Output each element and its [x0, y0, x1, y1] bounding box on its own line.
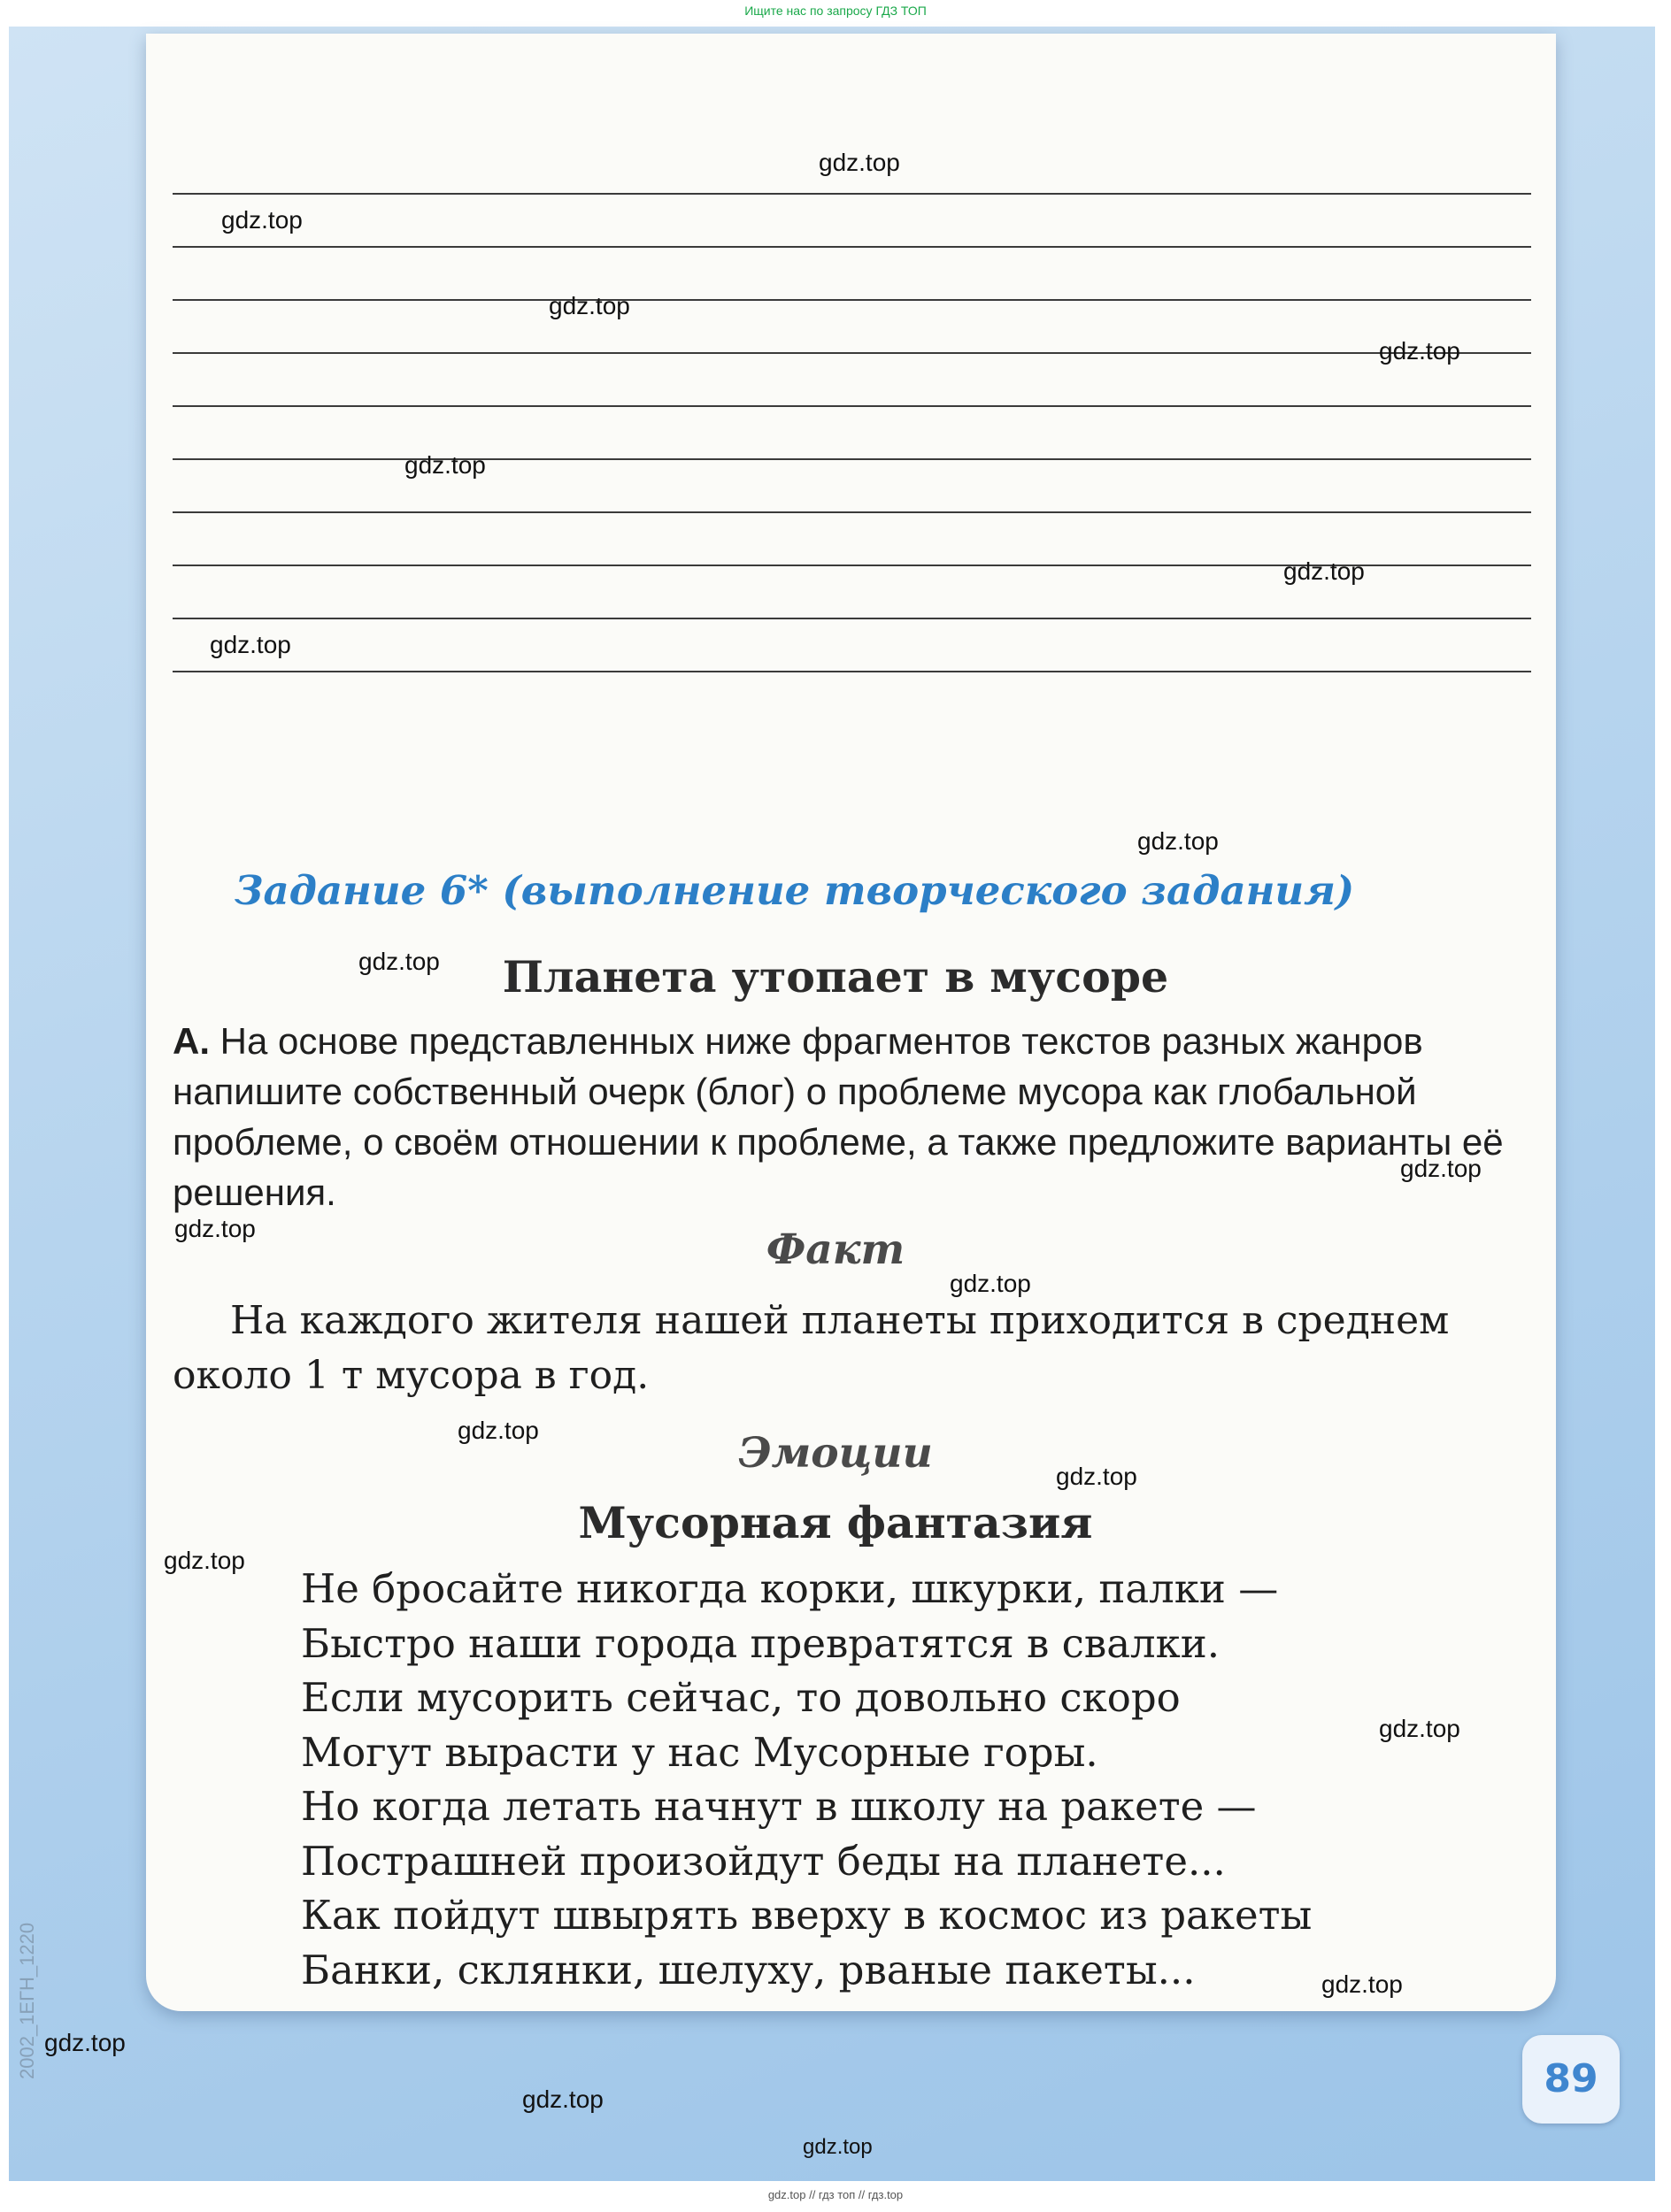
writing-lines — [173, 142, 1531, 672]
task-subtitle: (выполнение творческого задания) — [502, 867, 1355, 914]
writing-line — [173, 195, 1531, 248]
emotions-heading: Эмоции — [738, 1429, 933, 1478]
watermark: gdz.top — [458, 1417, 539, 1444]
poem — [301, 1562, 1312, 1997]
watermark: gdz.top — [1283, 557, 1365, 585]
watermark: gdz.top — [1056, 1463, 1137, 1490]
watermark: gdz.top — [174, 1215, 256, 1242]
fact-heading: Факт — [766, 1225, 905, 1274]
poem-line: Могут вырасти у нас Мусорные горы. — [301, 1728, 1098, 1776]
watermark: gdz.top — [522, 2085, 604, 2113]
writing-line — [173, 619, 1531, 672]
poem-line: Быстро наши города превратятся в свалки. — [301, 1619, 1221, 1667]
spine-code: 2002_1ЕГН_1220 — [16, 1922, 38, 2079]
watermark: gdz.top — [1400, 1155, 1482, 1182]
watermark: gdz.top — [221, 206, 303, 234]
poem-line: Но когда летать начнут в школу на ракете — — [301, 1783, 1257, 1830]
page-number: 89 — [1522, 2035, 1620, 2124]
writing-line — [173, 460, 1531, 513]
watermark: gdz.top — [950, 1270, 1031, 1297]
writing-line — [173, 354, 1531, 407]
watermark: gdz.top — [44, 2029, 126, 2056]
poem-line: Пострашней произойдут беды на планете... — [301, 1837, 1226, 1885]
watermark: gdz.top — [1137, 827, 1219, 855]
watermark: gdz.top — [1321, 1970, 1403, 1998]
watermark: gdz.top — [1379, 1715, 1460, 1742]
watermark: gdz.top — [819, 149, 900, 176]
task-a-text: На основе представленных ниже фрагментов текстов разных жанров напишите собственный очерк (блог) о проблеме мусора как глобальной проблеме, о своём отношении к проблеме, а также предложите варианты её решения. — [173, 1020, 1504, 1213]
poem-line: Если мусорить сейчас, то довольно скоро — [301, 1674, 1181, 1721]
writing-line — [173, 301, 1531, 354]
footer-note: gdz.top // гдз топ // гдз.top — [767, 2188, 904, 2201]
watermark: gdz.top — [210, 631, 291, 658]
poem-line: Как пойдут швырять вверху в космос из ракеты — [301, 1892, 1313, 1939]
poem-line: Не бросайте никогда корки, шкурки, палки — — [301, 1565, 1279, 1612]
task-label: Задание 6* — [235, 867, 489, 914]
writing-line — [173, 407, 1531, 460]
task-title: Планета утопает в мусоре — [502, 951, 1169, 1002]
task-a-label: А. — [173, 1020, 210, 1062]
header-note: Ищите нас по запросу ГДЗ ТОП — [744, 4, 927, 18]
task-a-instructions — [173, 1016, 1536, 1217]
poem-line: Банки, склянки, шелуху, рваные пакеты... — [301, 1946, 1196, 1993]
task-heading — [235, 867, 1354, 914]
watermark: gdz.top — [404, 451, 486, 479]
fact-text: На каждого жителя нашей планеты приходится в среднем около 1 т мусора в год. — [173, 1298, 1450, 1398]
writing-line — [173, 248, 1531, 301]
watermark: gdz.top — [803, 2135, 873, 2159]
watermark: gdz.top — [1379, 337, 1460, 365]
watermark: gdz.top — [164, 1547, 245, 1574]
watermark: gdz.top — [549, 292, 630, 319]
poem-title: Мусорная фантазия — [578, 1497, 1093, 1548]
watermark: gdz.top — [358, 948, 440, 975]
